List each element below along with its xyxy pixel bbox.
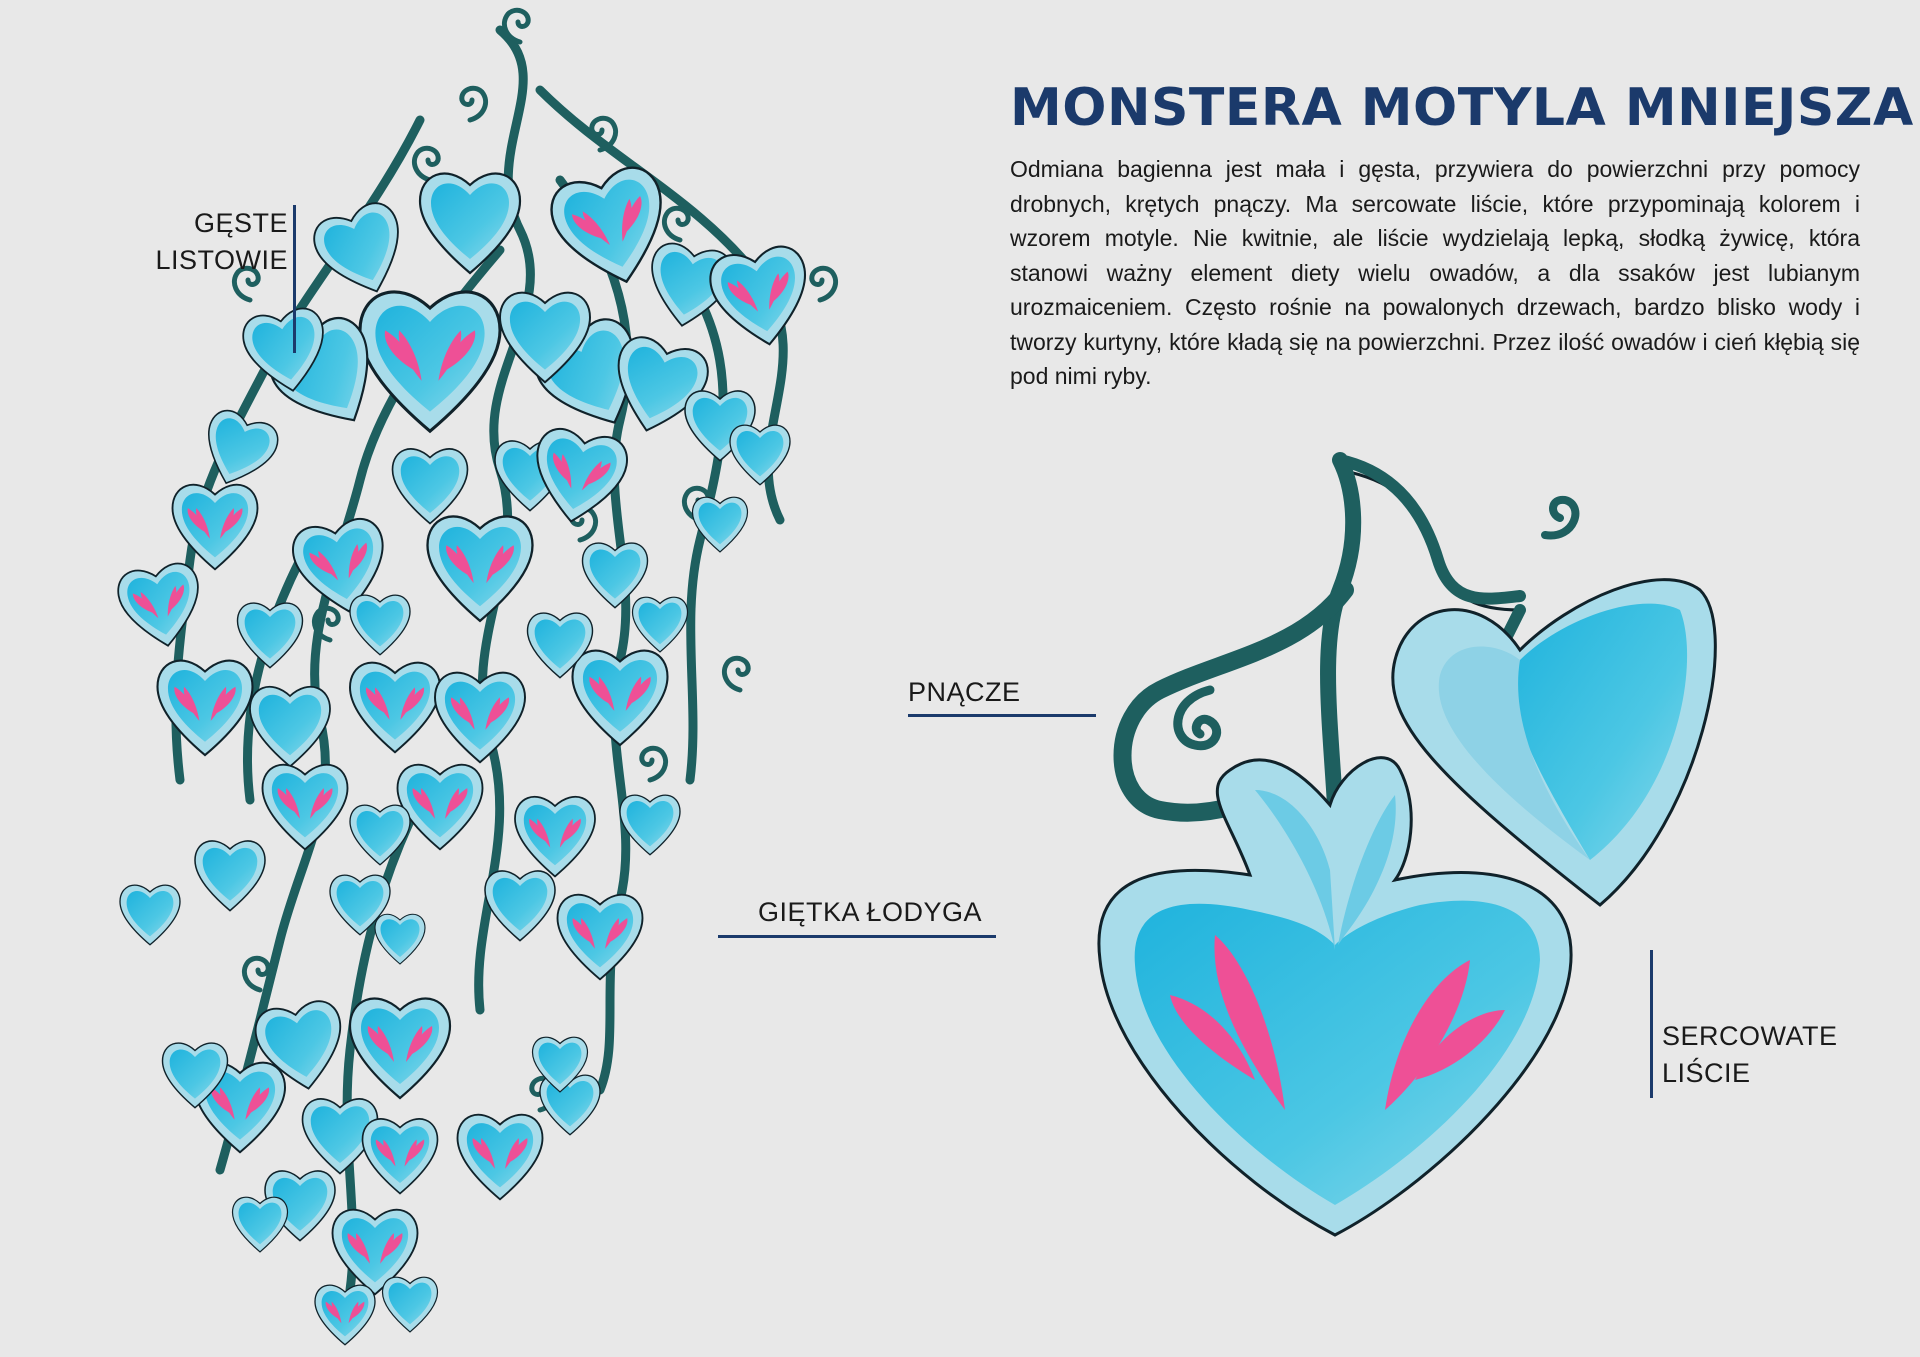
label-heart-leaves-line2: LIŚCIE xyxy=(1662,1058,1751,1088)
label-dense-foliage xyxy=(150,205,288,279)
label-vine-line xyxy=(908,714,1096,717)
label-vine: PNĄCZE xyxy=(908,677,1021,707)
label-heart-leaves xyxy=(1662,1018,1838,1092)
page-title: MONSTERA MOTYLA MNIEJSZA xyxy=(1010,78,1914,138)
heart-leaf-back xyxy=(1393,580,1716,905)
label-flexible-stem: GIĘTKA ŁODYGA xyxy=(758,897,983,927)
label-flexible-stem-line xyxy=(718,935,996,938)
heart-leaf-front xyxy=(1099,758,1571,1235)
plant-description: Odmiana bagienna jest mała i gęsta, przywiera do powierzchni przy pomocy drobnych, krętych pnączy. Ma sercowate liście, które przypominają kolorem i wzorem motyle. Nie kwitnie, ale liście wydzielają lepką, słodką żywicę, która stanowi ważny element diety wielu owadów, a dla ssaków jest lubianym urozmaiceniem. Często rośnie na powalonych drzewach, bardzo blisko wody i tworzy kurtyny, które kładą się na powierzchni. Przez ilość owadów i cień kłębią się pod nimi ryby. xyxy=(1010,156,1860,389)
label-heart-leaves-line xyxy=(1650,950,1653,1098)
label-dense-foliage-line2: LISTOWIE xyxy=(155,245,288,275)
label-heart-leaves-line1: SERCOWATE xyxy=(1662,1021,1838,1051)
label-dense-foliage-line xyxy=(293,205,296,353)
label-dense-foliage-line1: GĘSTE xyxy=(193,208,288,238)
